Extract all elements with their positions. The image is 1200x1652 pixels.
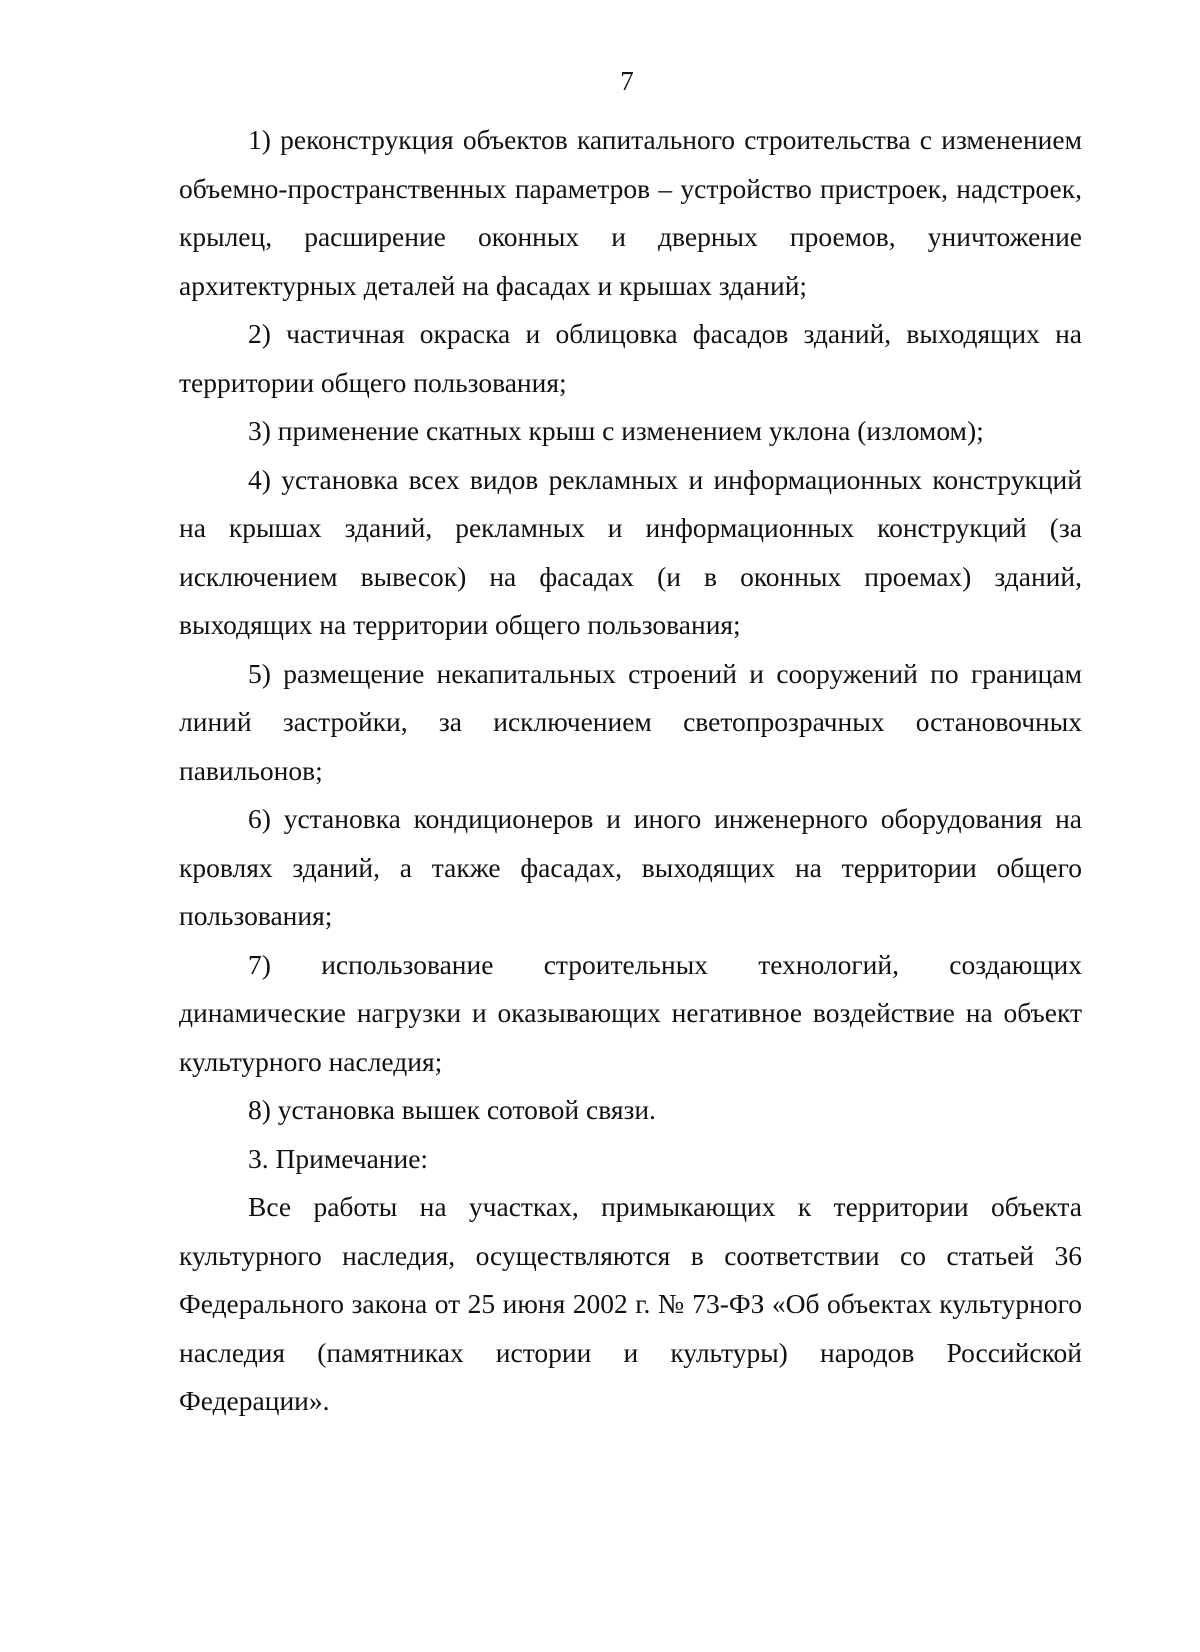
page-number: 7: [620, 66, 634, 96]
paragraph-item-5: 5) размещение некапитальных строений и сооружений по границам линий застройки, за исключением светопрозрачных остановочных павильонов;: [179, 657, 1082, 786]
paragraph-item-7: 7) использование строительных технологий, создающих динамические нагрузки и оказывающих негативное воздействие на объект культурного наследия;: [179, 948, 1082, 1077]
note-paragraph: Все работы на участках, примыкающих к территории объекта культурного наследия, осуществляются в соответствии со статьей 36 Федерального закона от 25 июня 2002 г. № 73-ФЗ «Об объектах культурного наследия (памятниках истории и культуры) народов Российской Федерации».: [179, 1191, 1082, 1416]
paragraph-item-2: 2) частичная окраска и облицовка фасадов зданий, выходящих на территории общего пользования;: [179, 318, 1082, 398]
document-body: [179, 116, 1082, 1426]
section-heading-note: 3. Примечание:: [248, 1142, 429, 1174]
paragraph-item-1: 1) реконструкция объектов капитального строительства с изменением объемно-пространственных параметров – устройство пристроек, надстроек, крылец, расширение оконных и дверных проемов, уничтожение архитектурных деталей на фасадах и крышах зданий;: [179, 124, 1082, 301]
paragraph-item-6: 6) установка кондиционеров и иного инженерного оборудования на кровлях зданий, а также фасадах, выходящих на территории общего пользования;: [179, 803, 1082, 931]
paragraph-item-8: 8) установка вышек сотовой связи.: [248, 1094, 656, 1125]
paragraph-item-3: 3) применение скатных крыш с изменением уклона (изломом);: [248, 415, 984, 446]
paragraph-item-4: 4) установка всех видов рекламных и информационных конструкций на крышах зданий, рекламных и информационных конструкций (за исключением вывесок) на фасадах (и в оконных проемах) зданий, выходящих на территории общего пользования;: [179, 463, 1082, 640]
